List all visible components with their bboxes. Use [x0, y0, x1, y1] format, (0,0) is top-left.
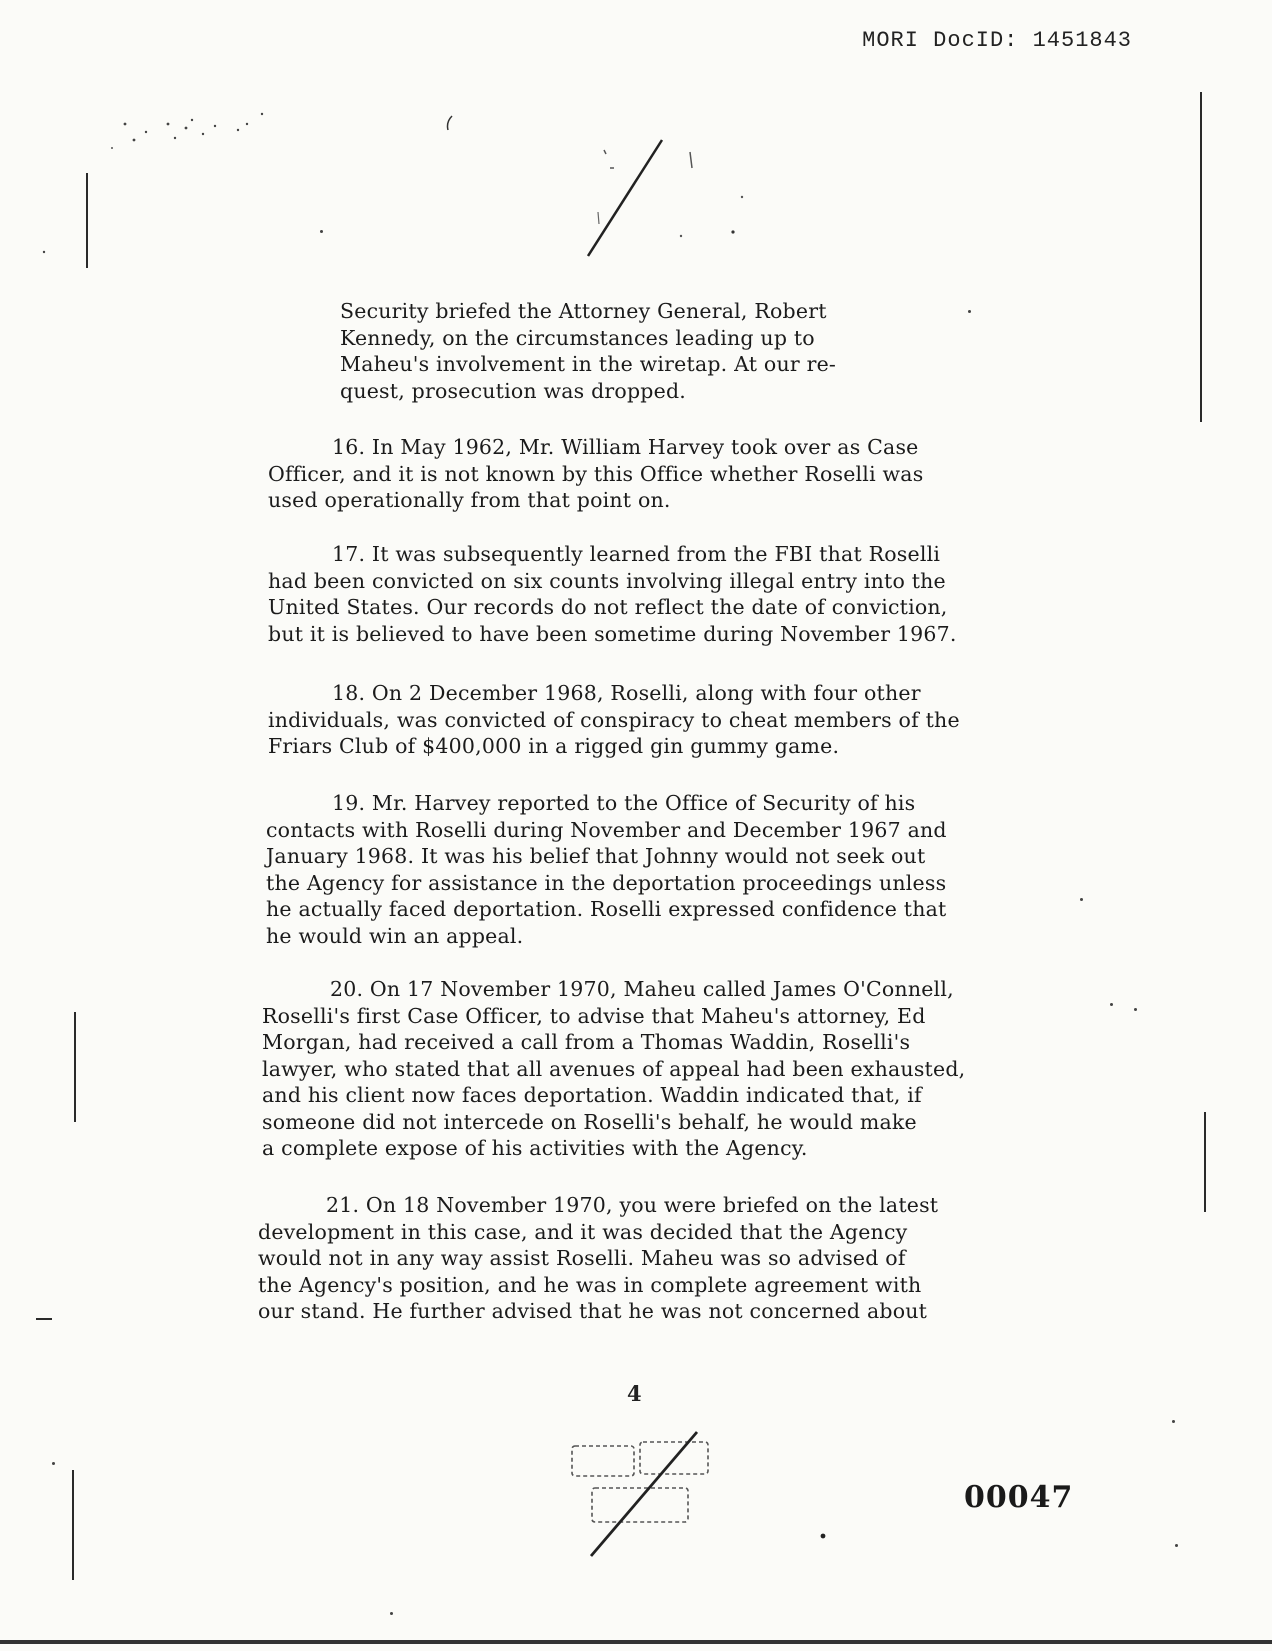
right-margin-line-lower: [1204, 1112, 1206, 1212]
scan-speck: [968, 310, 971, 313]
scan-speck: [1175, 1544, 1178, 1547]
page-number: 4: [627, 1381, 642, 1406]
left-margin-line-bottom: [72, 1470, 74, 1580]
scan-speck: [320, 230, 323, 233]
document-id: MORI DocID: 1451843: [862, 28, 1132, 53]
paragraph-20: 20. On 17 November 1970, Maheu called James O'Connell, Roselli's first Case Officer, to advise that Maheu's attorney, Ed Morgan, had received a call from a Thomas Waddin, Roselli's lawyer, who stated that all avenues of appeal had been exhausted, and his client now faces deportation. Waddin indicated that, if someone did not intercede on Roselli's behalf, he would make a complete expose of his activities with the Agency.: [262, 977, 966, 1160]
control-number: 00047: [964, 1480, 1074, 1515]
scan-speck: [1110, 1003, 1113, 1006]
left-margin-dash: [36, 1318, 52, 1320]
scan-speck: [1080, 898, 1083, 901]
left-margin-line: [86, 173, 88, 268]
paragraph-19: 19. Mr. Harvey reported to the Office of Security of his contacts with Roselli during November and December 1967 and January 1968. It was his belief that Johnny would not seek out the Agency for assistance in the deportation proceedings unless he actually faced deportation. Roselli expressed confidence that he would win an appeal.: [266, 791, 947, 948]
scan-speck: [1172, 1420, 1175, 1423]
scan-speck: [52, 1462, 55, 1465]
left-margin-line-lower: [74, 1012, 76, 1122]
scan-speck: [1134, 1008, 1137, 1011]
bottom-edge-line: [0, 1640, 1272, 1644]
paragraph-continuation: Security briefed the Attorney General, Robert Kennedy, on the circumstances leading up to Maheu's involvement in the wiretap. At our re- quest, prosecution was dropped.: [340, 299, 837, 403]
paragraph-16: 16. In May 1962, Mr. William Harvey took over as Case Officer, and it is not known by this Office whether Roselli was used operationally from that point on.: [268, 435, 924, 512]
scan-speck: [390, 1612, 393, 1615]
right-margin-line: [1200, 92, 1202, 422]
paragraph-21: 21. On 18 November 1970, you were briefed on the latest development in this case, and it was decided that the Agency would not in any way assist Roselli. Maheu was so advised of the Agency's position, and he was in complete agreement with our stand. He further advised that he was not concerned about: [258, 1193, 939, 1323]
paragraph-18: 18. On 2 December 1968, Roselli, along with four other individuals, was convicted of conspiracy to cheat members of the Friars Club of $400,000 in a rigged gin gummy game.: [268, 681, 960, 758]
paragraph-17: 17. It was subsequently learned from the FBI that Roselli had been convicted on six counts involving illegal entry into the United States. Our records do not reflect the date of conviction, but it is believed to have been sometime during November 1967.: [268, 542, 957, 646]
